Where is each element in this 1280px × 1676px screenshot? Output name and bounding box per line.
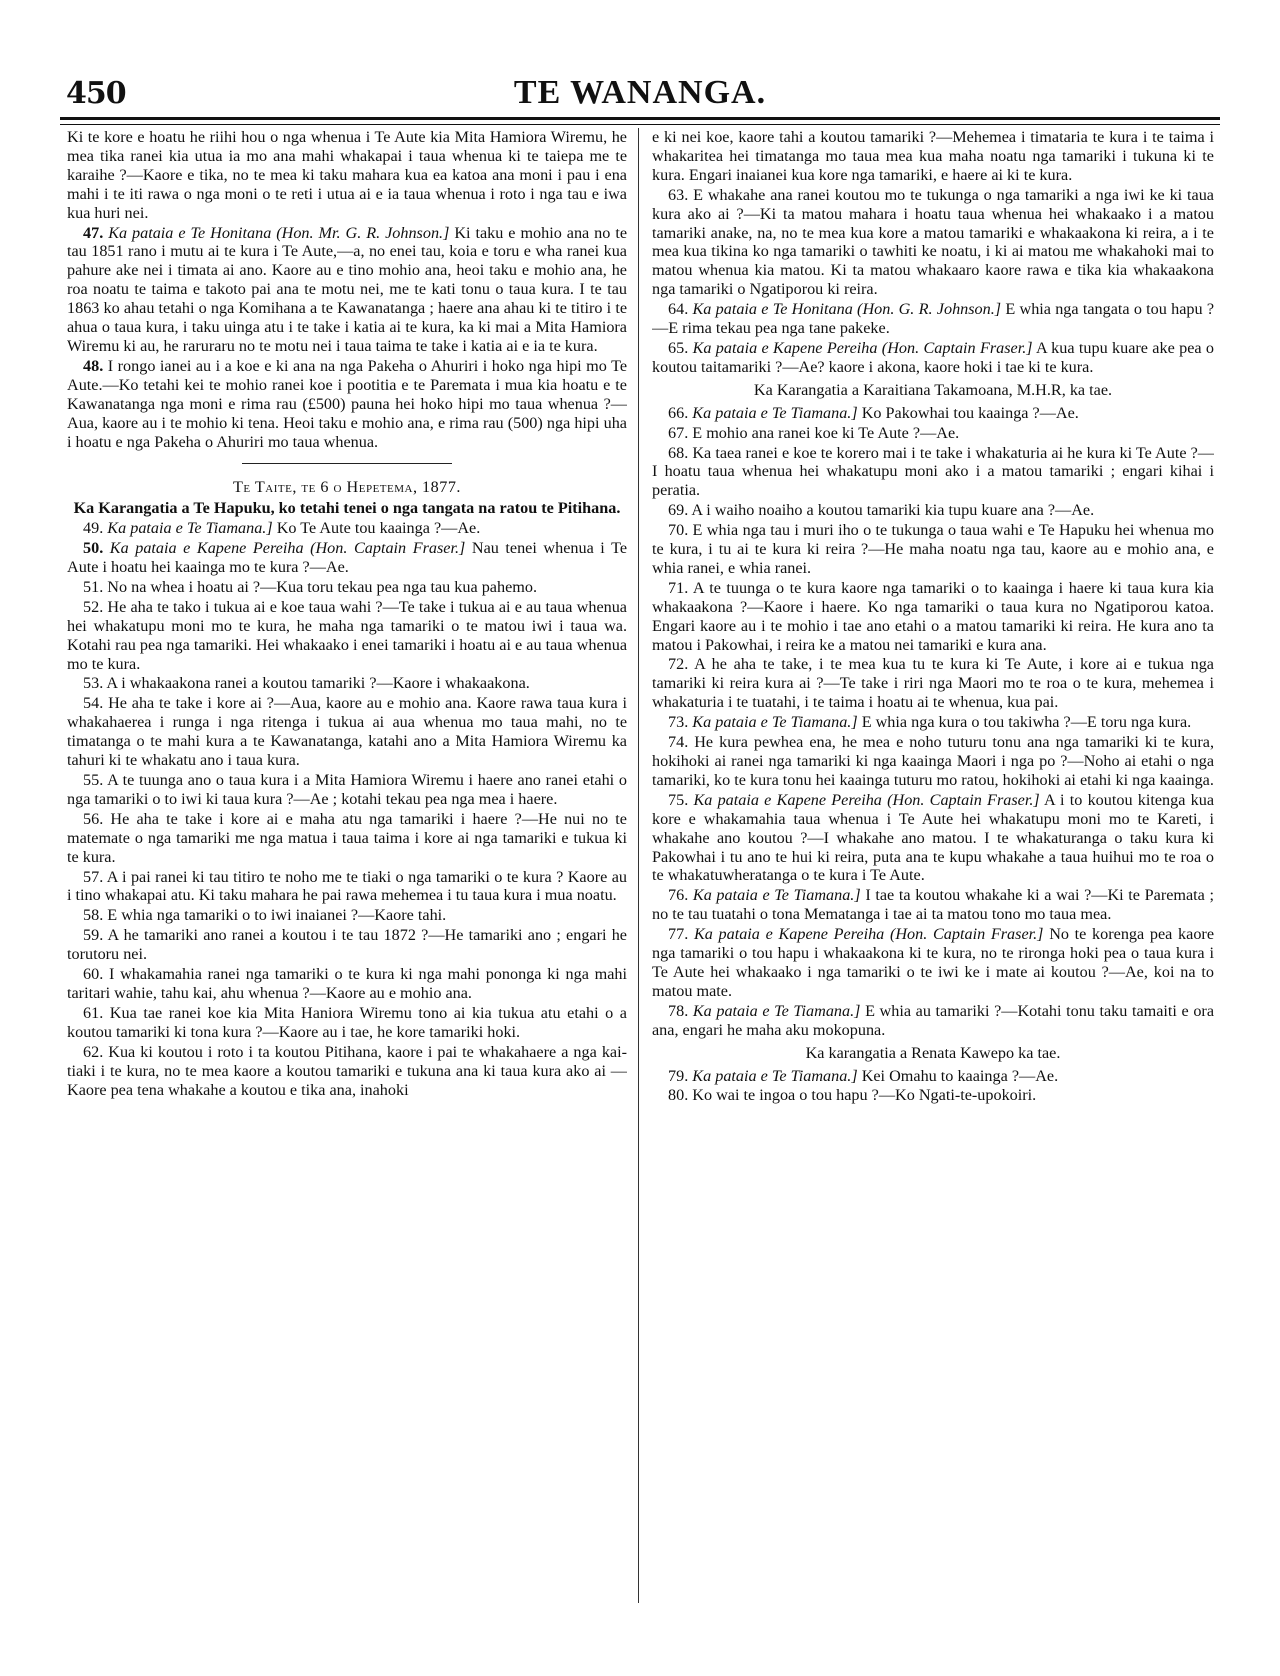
publication-title: TE WANANGA. [513,74,767,111]
question-78: 78. Ka pataia e Te Tiamana.] E whia au tamariki ?—Kotahi tonu taku tamaiti e ora ana, engari he maha aku mokopuna. [652,1001,1214,1039]
question-56: 56. He aha te take i kore ai e maha atu nga tamariki i haere ?—He nui no te matemate o nga tamariki me nga matua i taua taima i kore ai nga tamariki e tukua ki te kura. [67,809,627,866]
question-53: 53. A i whakaakona ranei a koutou tamariki ?—Kaore i whakaakona. [83,674,530,693]
question-57: 57. A i pai ranei ki tau titiro te noho me te tiaki o nga tamariki o te kura ? Kaore au i tino whakapai atu. Ki taku mahara he pai rawa mehemea i tu taua kura i mua noatu. [67,867,627,905]
question-75: 75. Ka pataia e Kapene Pereiha (Hon. Captain Fraser.] A i to koutou kitenga kua kore e whakamahia taua whenua i Te Aute hei whakatupu moni mo te Kareti, i whakahe ano koutou ?—I whakahe ano matou. I te whakaturanga o taku kura ki Pakowhai i tu ano te hui ki reira, puta ana te kupu whakahe a taua huihui mo te roa o te whakatuwheratanga o te kura i Te Aute. [652,790,1214,885]
question-49: 49. Ka pataia e Te Tiamana.] Ko Te Aute tou kaainga ?—Ae. [83,519,481,538]
question-72: 72. A he aha te take, i te mea kua tu te kura ki Te Aute, i kore ai e tukua nga tamariki ki reira kura ai ?—Te take i riri nga Maori mo te roa o te kura, mehemea i whakaturia i te tuatahi, i te taima i hoatu ai te whenua, kua pai. [652,655,1214,712]
question-60: 60. I whakamahia ranei nga tamariki o te kura ki nga mahi pononga ki nga mahi taritari wahie, tahu kai, ahu whenua ?—Kaore au e mohio ana. [67,965,627,1002]
question-61: 61. Kua tae ranei koe kia Mita Haniora Wiremu tono ai kia tukua atu etahi o a koutou tamariki ki tona kura ?—Kaore au i tae, he kore tamariki hoki. [67,1003,627,1041]
column-divider [638,128,639,1603]
karangatia-renata: Ka karangatia a Renata Kawepo ka tae. [805,1043,1061,1062]
question-51: 51. No na whea i hoatu ai ?—Kua toru tekau pea nga tau kua pahemo. [83,577,537,596]
karangatia-intro: Ka Karangatia a Te Hapuku, ko tetahi tenei o nga tangata na ratou te Pitihana. [73,499,621,518]
page-number: 450 [66,76,126,111]
question-79: 79. Ka pataia e Te Tiamana.] Kei Omahu to kaainga ?—Ae. [668,1066,1059,1085]
question-64: 64. Ka pataia e Te Honitana (Hon. G. R. Johnson.] E whia nga tangata o tou hapu ?—E rima tekau pea nga tane pakeke. [652,300,1214,338]
question-67: 67. E mohio ana ranei koe ki Te Aute ?—Ae. [668,423,960,442]
section-divider [242,463,452,464]
question-55: 55. A te tuunga ano o taua kura i a Mita Hamiora Wiremu i haere ano ranei etahi o nga tamariki o to iwi ki taua kura ?—Ae ; kotahi tekau pea nga mea i haere. [67,771,627,808]
question-68: 68. Ka taea ranei e koe te korero mai i te take i whakaturia ai he kura ki Te Aute ?—I hoatu taua whenua hei whakatupu moni ako i a matou tamariki ; engari kihai i peratia. [652,443,1214,500]
question-47: 47. Ka pataia e Te Honitana (Hon. Mr. G. R. Johnson.] Ki taku e mohio ana no te tau 1851 rano i mutu ai te kura i Te Aute,—a, no enei tau, koia e toru e wha ranei kua pahure ake nei i timata ai ano. Kaore au e tino mohio ana, heoi taku e mohio ana, he roa noatu te taima e takoto pai ana te motu nei, me te kati tonu o taua kura. I te tau 1863 ko ahau tetahi o nga Komihana a te Kawanatanga ; haere ana ahau ki te titiro i te ahua o taua kura, i taku uinga atu i te take i katia ai te kura, ka ki mai a Mita Hamiora Wiremu ki au, he raruraru no te motu nei i taua taima te take i katia ai e ia te kura. [67,223,627,355]
page-header [60,72,1220,112]
header-rule-thin [60,124,1220,125]
question-62: 62. Kua ki koutou i roto i ta koutou Pitihana, kaore i pai te whakahaere a nga kai-tiaki i te kura, no te mea kaore a koutou tamariki e tukuna ana ki taua kura ako ai —Kaore pea tena whakahe a koutou e tika ana, inahoki [67,1042,627,1099]
question-48: 48. I rongo ianei au i a koe e ki ana na nga Pakeha o Ahuriri i hoko nga hipi mo Te Aute.—Ko tetahi kei te mohio ranei koe i pootitia e te Paremata i mua kia hoatu e te Kawanatanga nga moni e rima rau (£500) pauna hei hoko hipi mo taua whenua ?—Aua, kaore au i te mohio ki tena. Heoi taku e mohio ana, e rima rau (500) nga hipi uha i hoatu e nga Pakeha o Ahuriri mo taua whenua. [67,356,627,451]
header-rule-thick [60,117,1220,120]
question-71: 71. A te tuunga o te kura kaore nga tamariki o to kaainga i haere ki taua kura kia whakaakona ?—Kaore i haere. Ko nga tamariki o taua kura no Ngatiporou katoa. Engari kaore au i te mohio i tae ano etahi o a matou tamariki ki reira. He kura ano ta matou i Pakowhai, i reira ke a matou nei tamariki e kura ana. [652,578,1214,654]
question-50: 50. Ka pataia e Kapene Pereiha (Hon. Captain Fraser.] Nau tenei whenua i Te Aute i hoatu hei kaainga mo te kura ?—Ae. [67,539,627,577]
question-59: 59. A he tamariki ano ranei a koutou i te tau 1872 ?—He tamariki ano ; engari he torutoru nei. [67,926,627,964]
question-58: 58. E whia nga tamariki o to iwi inaianei ?—Kaore tahi. [83,906,447,925]
question-74: 74. He kura pewhea ena, he mea e noho tuturu tonu ana nga tamariki ki te kura, hokihoki ai ranei nga tamariki ki nga kaainga Maori i nga po ?—Noho ai etahi o nga tamariki, ko te kura tonu hei kaainga tuturu mo ratou, hokihoki ai etahi ki nga kaainga. [652,733,1214,789]
left-column [67,128,627,1608]
question-52: 52. He aha te tako i tukua ai e koe taua wahi ?—Te take i tukua ai e au taua whenua hei whakatupu moni mo te kura, he maha nga tamariki o te matou iwi i taua wa. Kotahi rau pea nga tamariki. Hei whakaako i enei tamariki i hoatu ai e au taua whenua mo te kura. [67,597,627,673]
question-63: 63. E whakahe ana ranei koutou mo te tukunga o nga tamariki a nga iwi ke ki taua kura ako ai ?—Ki ta matou mahara i hoatu taua whenua hei whakaako i a matou tamariki anake, na, no te mea kua kore a matou tamariki e whakaakona ki reira, a i te mea kua tikina ko nga tamariki o tawhiti ke noatu, i ki ai matou me whakahoki mai to matou whenua kia matou. Ki ta matou whakaaro kaore rawa e tika kia whakaakona nga tamariki o Ngatiporou ki reira. [652,185,1214,299]
question-66: 66. Ka pataia e Te Tiamana.] Ko Pakowhai tou kaainga ?—Ae. [668,403,1079,422]
karangatia-karaitiana: Ka Karangatia a Karaitiana Takamoana, M.H.R, ka tae. [753,380,1113,399]
question-54: 54. He aha te take i kore ai ?—Aua, kaore au e mohio ana. Kaore rawa taua kura i whakahaerea i runga i nga ritenga i tukua ai aua whenua mo taua mahi, no te timatanga o te mahi kura a te Kawanatanga, katahi ano a Mita Hamiora Wiremu ka tahuri ki te whakatu ano i taua kura. [67,694,627,770]
question-77: 77. Ka pataia e Kapene Pereiha (Hon. Captain Fraser.] No te korenga pea kaore nga tamariki o tou hapu i whakaakona ki te kura, no te rironga hoki pea o taua kura i Te Aute hei whakaako i nga tamariki o te iwi ke i mate ai koutou ?—Ae, koi na to matou mate. [652,925,1214,1000]
right-column [652,128,1214,1608]
question-70: 70. E whia nga tau i muri iho o te tukunga o taua wahi e Te Hapuku hei whenua mo te kura, i tu ai te kura ki reira ?—He maha noatu nga tau, kaore au e mohio ana, e whia ranei, e whia ranei. [652,521,1214,577]
section-date: Te Taite, te 6 o Hepetema, 1877. [233,478,461,497]
question-65: 65. Ka pataia e Kapene Pereiha (Hon. Captain Fraser.] A kua tupu kuare ake pea o koutou taitamariki ?—Ae? kaore i akona, kaore hoki i tae ki te kura. [652,338,1214,376]
paragraph-continuation: Ki te kore e hoatu he riihi hou o nga whenua i Te Aute kia Mita Hamiora Wiremu, he mea tika ranei kia utua ia mo ana mahi whakapai i taua whenua ki te taiepa me te karaihe ?—Kaore e tika, no te mea ki taku mahara kua ea katoa ana moni i pau i ena mahi i te iti rawa o nga moni o te reti i utua ai e ia taua whenua i roto i nga tau e iwa kua huri nei. [67,128,627,222]
question-76: 76. Ka pataia e Te Tiamana.] I tae ta koutou whakahe ki a wai ?—Ki te Paremata ; no te tau tuatahi o tona Mematanga i tae ai ta matou tono mo taua mea. [652,886,1214,924]
paragraph-continuation-right: e ki nei koe, kaore tahi a koutou tamariki ?—Mehemea i timataria te kura i te taima i whakaritea hei timatanga mo taua mea kua maha noatu nga tamariki i tukuna ki te kura. Engari inaianei kua kore nga tamariki, e haere ai ki te kura. [652,128,1214,184]
question-69: 69. A i waiho noaiho a koutou tamariki kia tupu kuare ana ?—Ae. [668,501,1095,520]
question-73: 73. Ka pataia e Te Tiamana.] E whia nga kura o tou takiwha ?—E toru nga kura. [668,713,1192,732]
question-80: 80. Ko wai te ingoa o tou hapu ?—Ko Ngati-te-upokoiri. [668,1086,1037,1105]
